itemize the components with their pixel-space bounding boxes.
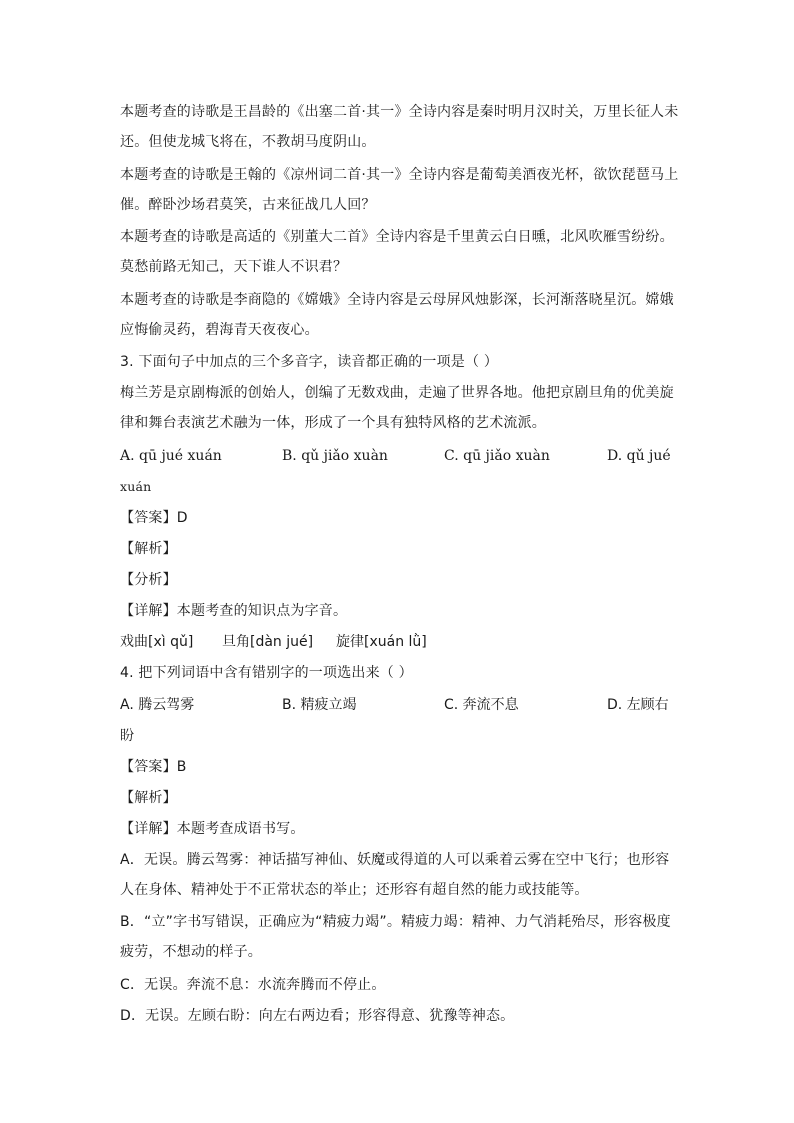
pinyin-xuanlv: 旋律[xuán lǜ]	[336, 634, 427, 650]
option-c[interactable]: C. qū jiǎo xuàn	[444, 448, 550, 464]
detail-label: 【详解】本题考查成语书写。	[120, 821, 305, 837]
explanation-c: C．无误。奔流不息：水流奔腾而不停止。	[120, 977, 386, 993]
fenxi-label: 【分析】	[120, 572, 177, 588]
paragraph-poem-1: 本题考查的诗歌是王昌龄的《出塞二首·其一》全诗内容是秦时明月汉时关，万里长征人未还。但使龙城飞将在，不教胡马度阴山。	[120, 104, 679, 150]
answer-label: 【答案】D	[120, 510, 188, 526]
option-d[interactable]: D. 左顾右	[607, 697, 669, 713]
option-a[interactable]: A. 腾云驾雾	[120, 697, 195, 713]
paragraph-poem-3: 本题考查的诗歌是高适的《别董大二首》全诗内容是千里黄云白日曛，北风吹雁雪纷纷。莫愁前路无知己，天下谁人不识君？	[120, 229, 674, 275]
question-3-options	[120, 441, 680, 471]
option-b[interactable]: B. qǔ jiǎo xuàn	[282, 448, 388, 464]
question-4-stem: 4. 把下列词语中含有错别字的一项选出来（ ）	[120, 665, 413, 681]
pinyin-row	[120, 627, 680, 657]
detail-label: 【详解】本题考查的知识点为字音。	[120, 603, 348, 619]
option-b[interactable]: B. 精疲立竭	[282, 697, 357, 713]
option-d-continued: xuán	[120, 479, 152, 494]
question-3-stem: 3. 下面句子中加点的三个多音字，读音都正确的一项是（ ）	[120, 354, 499, 370]
pinyin-xiqu: 戏曲[xì qǔ]	[120, 634, 194, 650]
explanation-d: D．无误。左顾右盼：向左右两边看；形容得意、犹豫等神态。	[120, 1008, 515, 1024]
option-d-continued: 盼	[120, 728, 135, 744]
option-d[interactable]: D. qǔ jué	[607, 448, 671, 464]
analysis-label: 【解析】	[120, 790, 177, 806]
question-3-passage: 梅兰芳是京剧梅派的创始人，创编了无数戏曲，走遍了世界各地。他把京剧旦角的优美旋律和舞台表演艺术融为一体，形成了一个具有独特风格的艺术流派。	[120, 385, 674, 431]
paragraph-poem-4: 本题考查的诗歌是李商隐的《嫦娥》全诗内容是云母屏风烛影深，长河渐落晓星沉。嫦娥应悔偷灵药，碧海青天夜夜心。	[120, 292, 674, 338]
question-4-options	[120, 690, 680, 720]
analysis-label: 【解析】	[120, 541, 177, 557]
pinyin-danjue: 旦角[dàn jué]	[222, 634, 314, 650]
option-a[interactable]: A. qū jué xuán	[120, 448, 222, 464]
explanation-b: B．“立”字书写错误，正确应为“精疲力竭”。精疲力竭：精神、力气消耗殆尽，形容极度疲劳，不想动的样子。	[120, 914, 671, 960]
answer-label: 【答案】B	[120, 759, 187, 775]
explanation-a: A．无误。腾云驾雾：神话描写神仙、妖魔或得道的人可以乘着云雾在空中飞行；也形容人在身体、精神处于不正常状态的举止；还形容有超自然的能力或技能等。	[120, 852, 670, 898]
option-c[interactable]: C. 奔流不息	[444, 697, 519, 713]
paragraph-poem-2: 本题考查的诗歌是王翰的《凉州词二首·其一》全诗内容是葡萄美酒夜光杯，欲饮琵琶马上催。醉卧沙场君莫笑，古来征战几人回？	[120, 167, 679, 213]
